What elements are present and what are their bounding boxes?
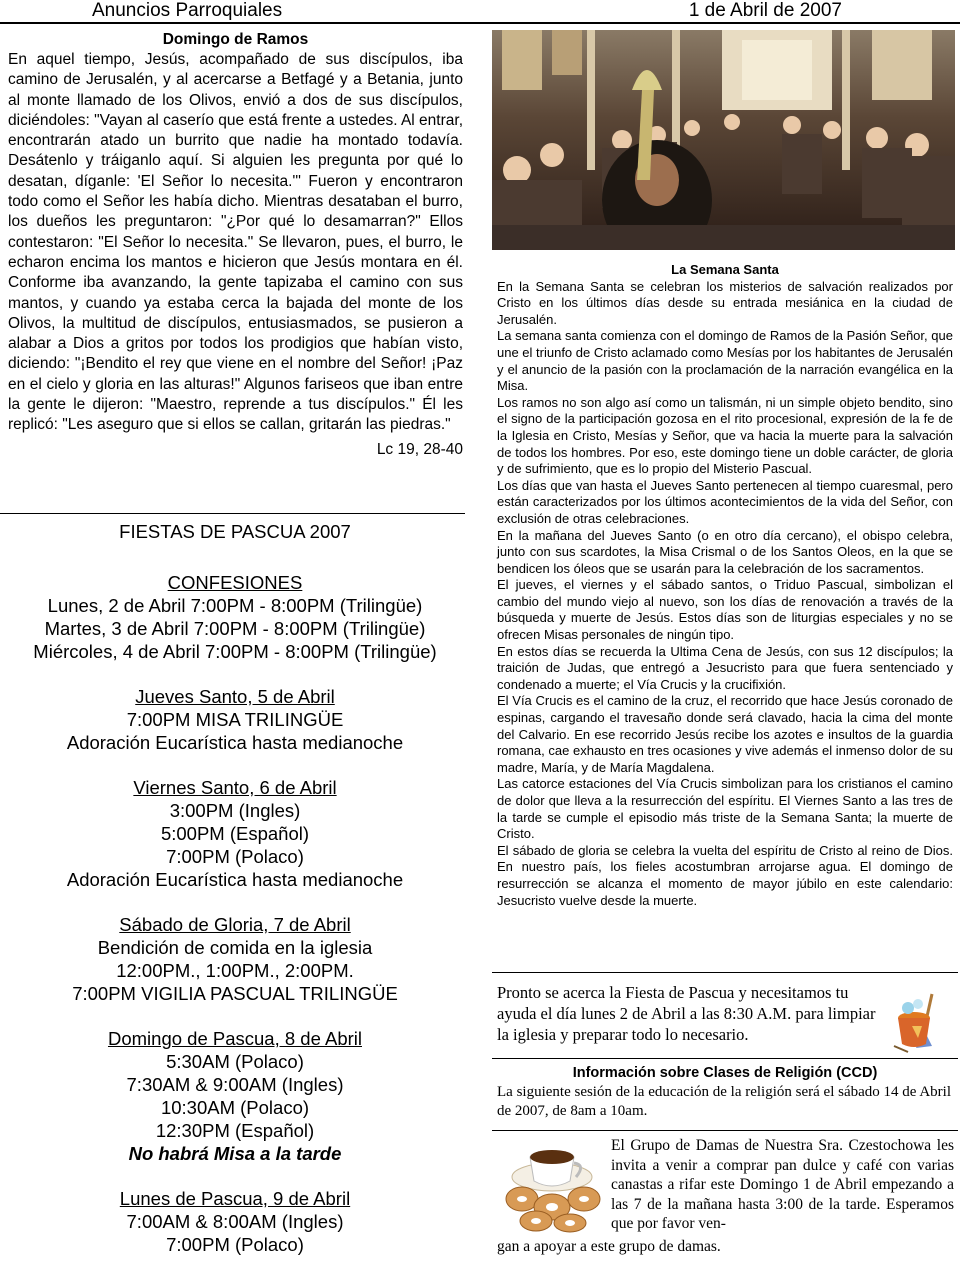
- schedule-line: Lunes, 2 de Abril 7:00PM - 8:00PM (Trilingüe): [47, 595, 423, 616]
- schedule-line: 7:00PM (Polaco): [166, 846, 304, 867]
- easter-schedule: [0, 520, 470, 1256]
- schedule-line: 7:30AM & 9:00AM (Ingles): [126, 1074, 344, 1095]
- right-divider: [492, 972, 958, 973]
- confesiones-heading: CONFESIONES: [167, 572, 303, 593]
- damas-notice-end: gan a apoyar a este grupo de damas.: [497, 1238, 721, 1255]
- schedule-line: 3:00PM (Ingles): [169, 800, 301, 821]
- schedule-line: Adoración Eucarística hasta medianoche: [66, 869, 404, 890]
- gospel-paragraph: En aquel tiempo, Jesús, acompañado de sus discípulos, iba camino de Jerusalén, y al acercarse a Betfagé y a Betania, junto al monte llamado de los Olivos, envió a dos de sus discípulos, diciéndoles: "Vayan al caserío que está frente a ustedes. Al entrar, encontrarán atado un burrito que nadie ha montado todavía. Desátenlo y tráiganlo aquí. Si alguien les pregunta por qué lo desatan, díganle: 'El Señor lo necesita.'" Fueron y encontraron todo como el Señor les había dicho. Mientras desataban el burro, los dueños les preguntaron: "¿Por qué lo desamarran?" Ellos contestaron: "El Señor lo necesita." Se llevaron, pues, el burro, le echaron encima los mantos e hicieron que Jesús montara en él. Conforme iba avanzando, la gente tapizaba el camino con sus mantos, y cuando ya estaba cerca la bajada del monte de los Olivos, la multitud de discípulos, entusiasmados, se pusieron a alabar a Dios a gritos por todos los prodigios que habían visto, diciendo: "¡Bendito el rey que viene en el nombre del Señor! ¡Paz en el cielo y gloria en las alturas!" Algunos fariseos que iban entre la gente le dijeron: "Maestro, reprende a tus discípulos." Él les replicó: "Les aseguro que si ellos se callan, gritarán las piedras.": [8, 51, 463, 434]
- schedule-line: 7:00PM (Polaco): [166, 1234, 304, 1255]
- cleaning-bucket-icon: [888, 990, 954, 1056]
- schedule-line: Miércoles, 4 de Abril 7:00PM - 8:00PM (Trilingüe): [33, 641, 437, 662]
- church-crowd-image: [492, 30, 955, 250]
- header-title: Anuncios Parroquiales: [92, 0, 283, 21]
- coffee-donuts-icon: [500, 1137, 604, 1233]
- damas-notice: El Grupo de Damas de Nuestra Sra. Czestochowa les invita a venir a comprar pan dulce y café con varias canastas a rifar este Domingo 1 de Abril empezando a las 7 de la mañana hasta 3:00 de la tarde. Esperamos que por favor ven-: [611, 1137, 954, 1232]
- gospel-title: Domingo de Ramos: [162, 31, 309, 48]
- left-divider: [0, 513, 465, 514]
- schedule-line: 12:00PM., 1:00PM., 2:00PM.: [116, 960, 354, 981]
- semana-santa-title: La Semana Santa: [671, 262, 779, 277]
- header-date: 1 de Abril de 2007: [688, 0, 842, 21]
- article-paragraph: El jueves, el viernes y el sábado santos, o Triduo Pascual, simbolizan el cambio del mundo viejo al nuevo, son los días de renovación a través de la búsqueda y muerte de Jesús. Estos días son de liturgias especiales y no se ofrecen Misas personales de ningún tipo.: [497, 577, 953, 643]
- jueves-heading: Jueves Santo, 5 de Abril: [135, 686, 335, 707]
- ccd-title: Información sobre Clases de Religión (CCD): [572, 1065, 878, 1081]
- domingo-heading: Domingo de Pascua, 8 de Abril: [107, 1028, 362, 1049]
- schedule-line: 12:30PM (Español): [155, 1120, 315, 1141]
- gospel-reference: Lc 19, 28-40: [376, 440, 463, 458]
- palm-sunday-photo: [492, 30, 955, 250]
- article-paragraph: Las catorce estaciones del Vía Crucis simbolizan para los cristianos el camino de dolor que lleva a la resurrección del espíritu. El Viernes Santo a las tres de la tarde se cumple el episodio más triste de la Semana Santa; la muerte de Cristo.: [497, 776, 953, 842]
- viernes-heading: Viernes Santo, 6 de Abril: [133, 777, 337, 798]
- schedule-line: Bendición de comida en la iglesia: [97, 937, 373, 958]
- right-divider: [492, 1058, 958, 1059]
- schedule-line: 7:00AM & 8:00AM (Ingles): [126, 1211, 344, 1232]
- right-divider: [492, 1130, 958, 1131]
- article-paragraph: El Vía Crucis es el camino de la cruz, el recorrido que hace Jesús coronado de espinas, cargando el travesaño donde será clavado, hacia la cima del monte del Calvario. En ese recorrido Jesús recibe los azotes e insultos de la guardia romana, cae exhausto en tres ocasiones y vive además el inmenso dolor de su madre, María, y de María Magdalena.: [497, 693, 953, 775]
- schedule-line: 5:30AM (Polaco): [166, 1051, 304, 1072]
- schedule-line: Adoración Eucarística hasta medianoche: [66, 732, 404, 753]
- lunes-heading: Lunes de Pascua, 9 de Abril: [119, 1188, 351, 1209]
- vigil-line: 7:00PM VIGILIA PASCUAL TRILINGÜE: [72, 983, 398, 1004]
- schedule-line: 10:30AM (Polaco): [160, 1097, 310, 1118]
- cleaning-notice: Pronto se acerca la Fiesta de Pascua y necesitamos tu ayuda el día lunes 2 de Abril a las 8:30 A.M. para limpiar la iglesia y preparar todo lo necesario.: [497, 983, 876, 1044]
- article-paragraph: En la Semana Santa se celebran los misterios de salvación realizados por Cristo en los últimos días desde su entrada mesiánica en la ciudad de Jerusalén.: [497, 278, 953, 327]
- header-divider: [0, 22, 960, 24]
- article-paragraph: En la mañana del Jueves Santo (o en otro día cercano), el obispo celebra, junto con sus scardotes, la Misa Crismal o de los Santos Oleos, en la que se bendicen los óleos que se usarán para la celebración de los sacramentos.: [497, 527, 953, 576]
- schedule-line: 5:00PM (Español): [160, 823, 310, 844]
- no-mass-note: No habrá Misa a la tarde: [128, 1143, 342, 1164]
- schedule-line: Martes, 3 de Abril 7:00PM - 8:00PM (Trilingüe): [44, 618, 426, 639]
- semana-santa-article: [497, 262, 953, 909]
- article-paragraph: El sábado de gloria se celebra la vuelta del espíritu de Cristo al reino de Dios. En nuestro país, los fieles acostumbran arrojarse agua. El domingo de resurrección se alcanza el momento de mayor júbilo en este calendario: Jesucristo vuelve desde la muerte.: [497, 842, 953, 908]
- schedule-line: 7:00PM MISA TRILINGÜE: [126, 709, 344, 730]
- ccd-text: La siguiente sesión de la educación de la religión será el sábado 14 de Abril de 2007, de 8am a 10am.: [497, 1084, 952, 1119]
- article-paragraph: En estos días se recuerda la Ultima Cena de Jesús, con sus 12 discípulos; la traición de Judas, que entregó a Jesucristo para que fuera sentenciado y condenado a muerte; el Vía Crucis y la crucifixión.: [497, 643, 953, 692]
- schedule-title: FIESTAS DE PASCUA 2007: [119, 521, 351, 542]
- article-paragraph: Los ramos no son algo así como un talismán, ni un simple objeto bendito, sino el signo de la participación gozosa en el rito procesional, expresión de la fe de la Iglesia en Cristo, Mesías y Señor, que va hacia la muerte para la salvación de todos los hombres. Por eso, este domingo tiene un doble carácter, de gloria y de sufrimiento, que es lo propio del Misterio Pascual.: [497, 394, 953, 477]
- gospel-text: [8, 50, 463, 436]
- sabado-heading: Sábado de Gloria, 7 de Abril: [119, 914, 351, 935]
- article-paragraph: La semana santa comienza con el domingo de Ramos de la Pasión Señor, que une el triunfo de Cristo aclamado como Mesías por los habitantes de Jerusalén y el anuncio de la pasión con la proclamación de la narración evangélica en la Misa.: [497, 328, 953, 394]
- article-paragraph: Los días que van hasta el Jueves Santo pertenecen al tiempo cuaresmal, pero están caracterizados por los últimos acontecimientos de la vida del Señor, con exclusión de otras celebraciones.: [497, 477, 953, 526]
- gospel-section: [8, 30, 463, 460]
